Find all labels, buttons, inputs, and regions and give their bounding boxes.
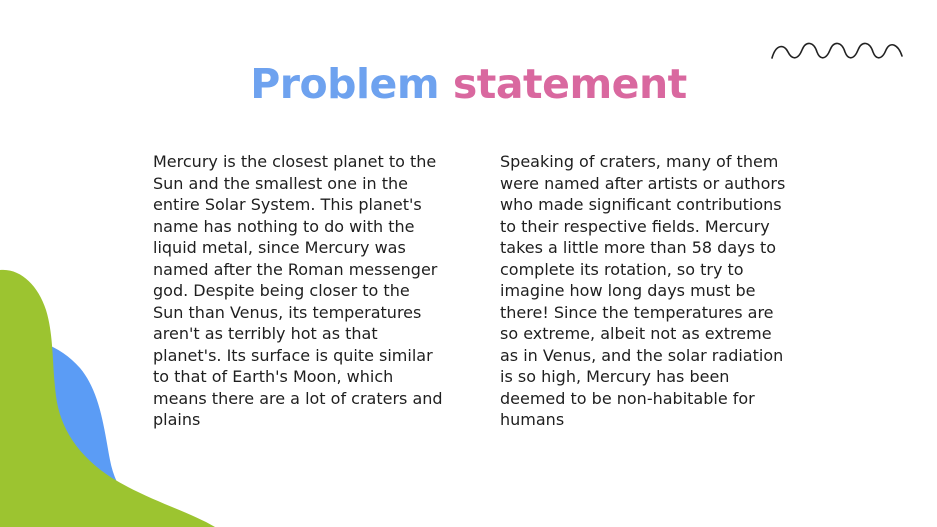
- right-paragraph: Speaking of craters, many of them were named after artists or authors who made significant contributions to their respective fields. Mercury takes a little more than 58 days to complete its rotation, so try to imagine how long days must be there! Since the temperatures are so extreme, albeit not as extreme as in Venus, and the solar radiation is so high, Mercury has been deemed to be non-habitable for humans: [500, 152, 786, 429]
- title-word-statement: statement: [452, 60, 687, 108]
- title-word-problem: Problem: [250, 60, 440, 108]
- left-paragraph: Mercury is the closest planet to the Sun and the smallest one in the entire Solar System. This planet's name has nothing to do with the liquid metal, since Mercury was named after the Roman messenger god. Despite being closer to the Sun than Venus, its temperatures aren't as terribly hot as that planet's. Its surface is quite similar to that of Earth's Moon, which means there are a lot of craters and plains: [153, 152, 443, 429]
- page-title: [0, 58, 937, 110]
